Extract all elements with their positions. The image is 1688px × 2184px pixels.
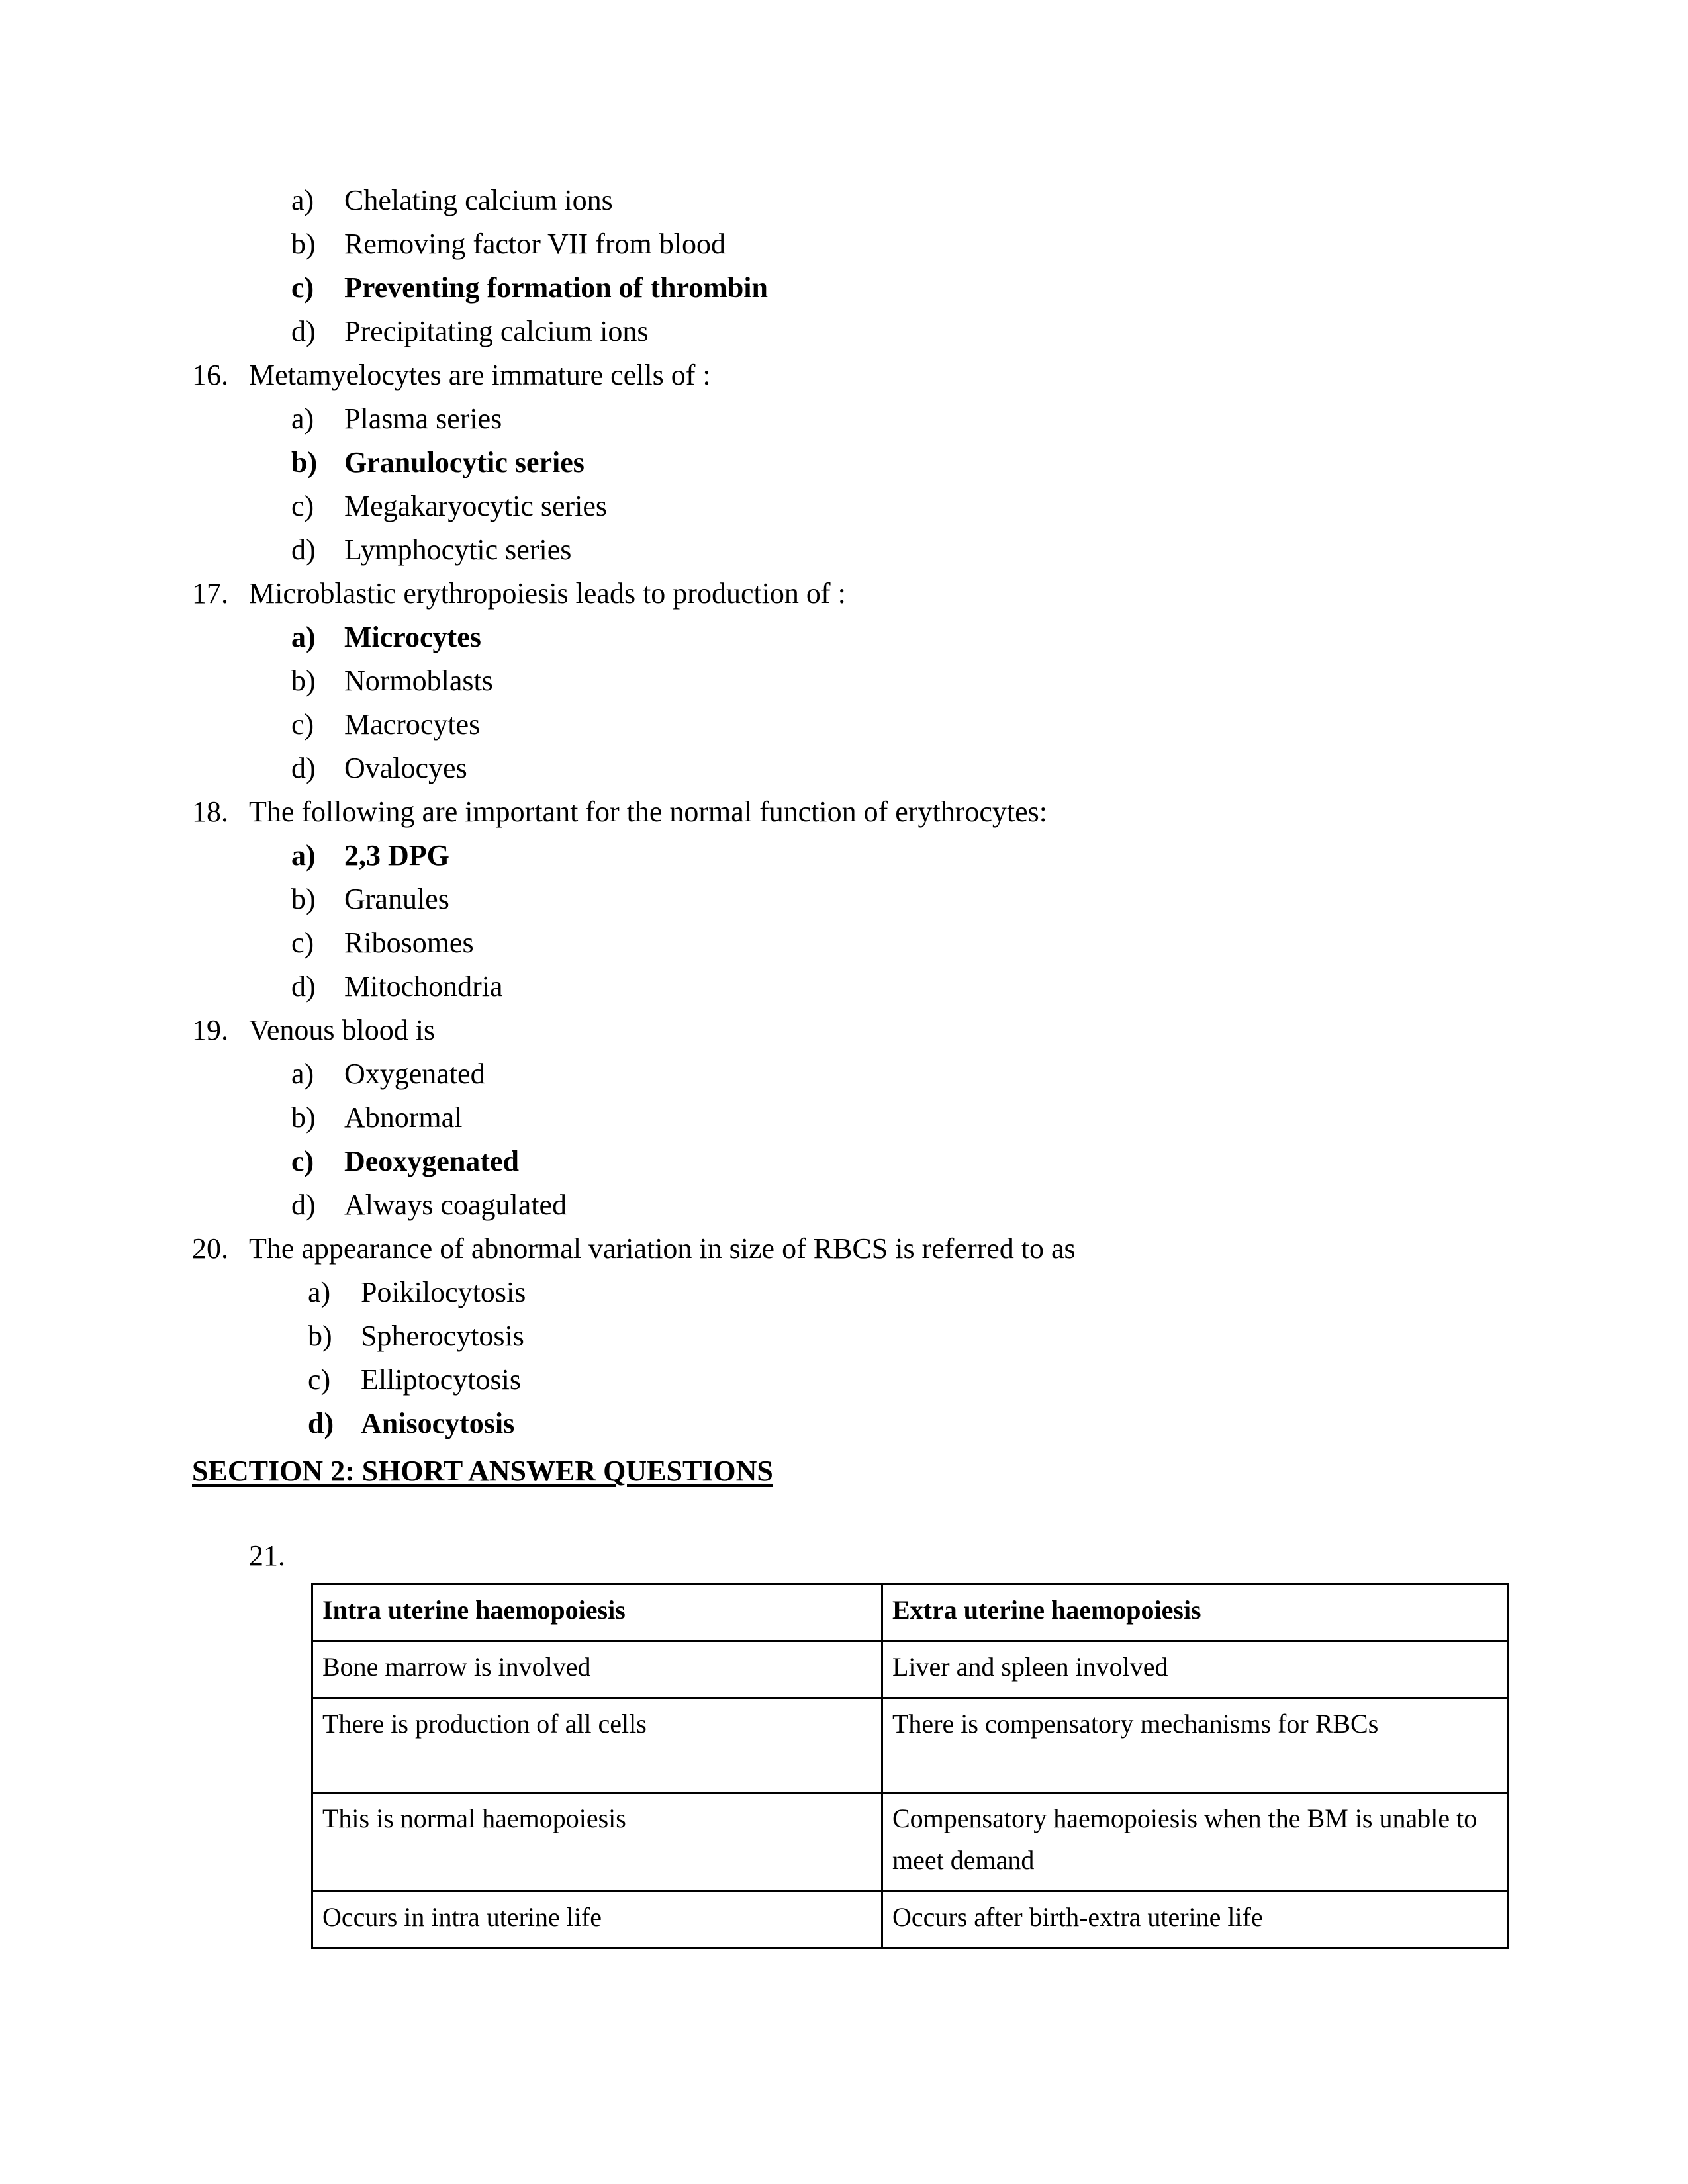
mcq-option-letter: b) [291, 664, 316, 697]
mcq-option[interactable] [192, 484, 1509, 528]
mcq-option-letter: d) [308, 1407, 334, 1439]
mcq-option[interactable] [192, 1140, 1509, 1183]
mcq-question-text: Metamyelocytes are immature cells of : [249, 359, 711, 391]
mcq-option-letter: b) [291, 446, 318, 478]
mcq-option[interactable] [192, 615, 1509, 659]
mcq-option-text: Elliptocytosis [361, 1363, 521, 1396]
mcq-question-text: Venous blood is [249, 1014, 436, 1046]
mcq-option[interactable] [192, 703, 1509, 747]
mcq-option[interactable] [192, 397, 1509, 441]
mcq-option-letter: d) [291, 533, 316, 566]
mcq-option-letter: c) [291, 490, 314, 522]
mcq-option[interactable] [192, 921, 1509, 965]
table-cell: Occurs in intra uterine life [312, 1891, 882, 1948]
mcq-option-letter: c) [308, 1363, 331, 1396]
mcq-option-text: Macrocytes [344, 708, 481, 741]
mcq-question-stem [192, 1227, 1509, 1271]
mcq-option-text: Normoblasts [344, 664, 493, 697]
mcq-option[interactable] [192, 747, 1509, 790]
mcq-option[interactable] [192, 179, 1509, 222]
mcq-option-text: Poikilocytosis [361, 1276, 526, 1308]
short-answer-question-number: 21. [249, 1539, 285, 1572]
mcq-option[interactable] [192, 310, 1509, 353]
mcq-option-text: 2,3 DPG [344, 839, 449, 872]
mcq-option[interactable] [192, 1358, 1509, 1402]
mcq-option-text: Oxygenated [344, 1058, 485, 1090]
mcq-option[interactable] [192, 528, 1509, 572]
mcq-question-text: The appearance of abnormal variation in size of RBCS is referred to as [249, 1232, 1076, 1265]
mcq-option-letter: c) [291, 927, 314, 959]
mcq-option-text: Mitochondria [344, 970, 503, 1003]
mcq-option-letter: d) [291, 970, 316, 1003]
mcq-question-stem [192, 353, 1509, 397]
mcq-option-letter: a) [291, 1058, 314, 1090]
mcq-option-text: Abnormal [344, 1101, 463, 1134]
mcq-option-text: Chelating calcium ions [344, 184, 613, 216]
page-content [192, 179, 1509, 1949]
mcq-option[interactable] [192, 878, 1509, 921]
mcq-option-letter: d) [291, 1189, 316, 1221]
mcq-question-number: 16. [192, 359, 228, 391]
mcq-question-number: 20. [192, 1232, 228, 1265]
mcq-option-text: Removing factor VII from blood [344, 228, 726, 260]
mcq-option[interactable] [192, 1402, 1509, 1445]
mcq-option-text: Megakaryocytic series [344, 490, 608, 522]
mcq-option-letter: d) [291, 752, 316, 784]
mcq-option-text: Plasma series [344, 402, 502, 435]
mcq-option-text: Microcytes [344, 621, 481, 653]
mcq-option-letter: d) [291, 315, 316, 347]
mcq-option[interactable] [192, 441, 1509, 484]
mcq-option-text: Granules [344, 883, 449, 915]
mcq-question-stem [192, 790, 1509, 834]
mcq-option-letter: a) [291, 839, 316, 872]
mcq-option-text: Precipitating calcium ions [344, 315, 649, 347]
mcq-option-text: Always coagulated [344, 1189, 567, 1221]
table-cell: Compensatory haemopoiesis when the BM is unable to meet demand [882, 1793, 1509, 1891]
mcq-question-stem [192, 572, 1509, 615]
table-cell: There is compensatory mechanisms for RBCs [882, 1698, 1509, 1793]
mcq-option-text: Preventing formation of thrombin [344, 271, 768, 304]
table-cell: This is normal haemopoiesis [312, 1793, 882, 1891]
mcq-option[interactable] [192, 1314, 1509, 1358]
mcq-option-text: Deoxygenated [344, 1145, 519, 1177]
mcq-question-stem [192, 1009, 1509, 1052]
mcq-option-letter: b) [291, 228, 316, 260]
mcq-option-text: Spherocytosis [361, 1320, 524, 1352]
mcq-option-letter: b) [308, 1320, 332, 1352]
mcq-option[interactable] [192, 834, 1509, 878]
mcq-option-text: Granulocytic series [344, 446, 585, 478]
mcq-question-block [192, 572, 1509, 790]
table-row [312, 1641, 1509, 1698]
table-header-row [312, 1584, 1509, 1641]
mcq-option[interactable] [192, 222, 1509, 266]
mcq-question-number: 17. [192, 577, 228, 610]
table-cell: Liver and spleen involved [882, 1641, 1509, 1698]
table-row [312, 1793, 1509, 1891]
mcq-option-text: Lymphocytic series [344, 533, 572, 566]
mcq-option[interactable] [192, 965, 1509, 1009]
mcq-option-letter: b) [291, 1101, 316, 1134]
mcq-question-block [192, 1009, 1509, 1227]
mcq-option-letter: c) [291, 271, 314, 304]
mcq-option[interactable] [192, 1271, 1509, 1314]
table-header-cell: Intra uterine haemopoiesis [312, 1584, 882, 1641]
mcq-question-number: 19. [192, 1014, 228, 1046]
comparison-table-wrapper [192, 1583, 1509, 1949]
table-cell: There is production of all cells [312, 1698, 882, 1793]
mcq-option-text: Ovalocyes [344, 752, 467, 784]
mcq-option-letter: a) [308, 1276, 331, 1308]
mcq-question-block [192, 353, 1509, 572]
mcq-option-letter: c) [291, 708, 314, 741]
mcq-option-text: Anisocytosis [361, 1407, 515, 1439]
mcq-option[interactable] [192, 1052, 1509, 1096]
mcq-option-letter: a) [291, 621, 316, 653]
haemopoiesis-comparison-table [311, 1583, 1509, 1949]
table-header-cell: Extra uterine haemopoiesis [882, 1584, 1509, 1641]
mcq-question-block [192, 790, 1509, 1009]
mcq-question-block [192, 1227, 1509, 1445]
mcq-question-number: 18. [192, 796, 228, 828]
table-row [312, 1698, 1509, 1793]
mcq-option-letter: a) [291, 184, 314, 216]
table-cell: Bone marrow is involved [312, 1641, 882, 1698]
table-cell: Occurs after birth-extra uterine life [882, 1891, 1509, 1948]
mcq-option[interactable] [192, 1183, 1509, 1227]
orphan-option-group [192, 179, 1509, 353]
mcq-option-letter: b) [291, 883, 316, 915]
mcq-option-text: Ribosomes [344, 927, 474, 959]
mcq-option[interactable] [192, 1096, 1509, 1140]
mcq-option-letter: c) [291, 1145, 314, 1177]
mcq-question-list [192, 353, 1509, 1445]
mcq-question-text: Microblastic erythropoiesis leads to production of : [249, 577, 846, 610]
section-header: SECTION 2: SHORT ANSWER QUESTIONS [192, 1455, 773, 1487]
mcq-option[interactable] [192, 266, 1509, 310]
mcq-option-letter: a) [291, 402, 314, 435]
table-row [312, 1891, 1509, 1948]
mcq-question-text: The following are important for the normal function of erythrocytes: [249, 796, 1047, 828]
mcq-option[interactable] [192, 659, 1509, 703]
